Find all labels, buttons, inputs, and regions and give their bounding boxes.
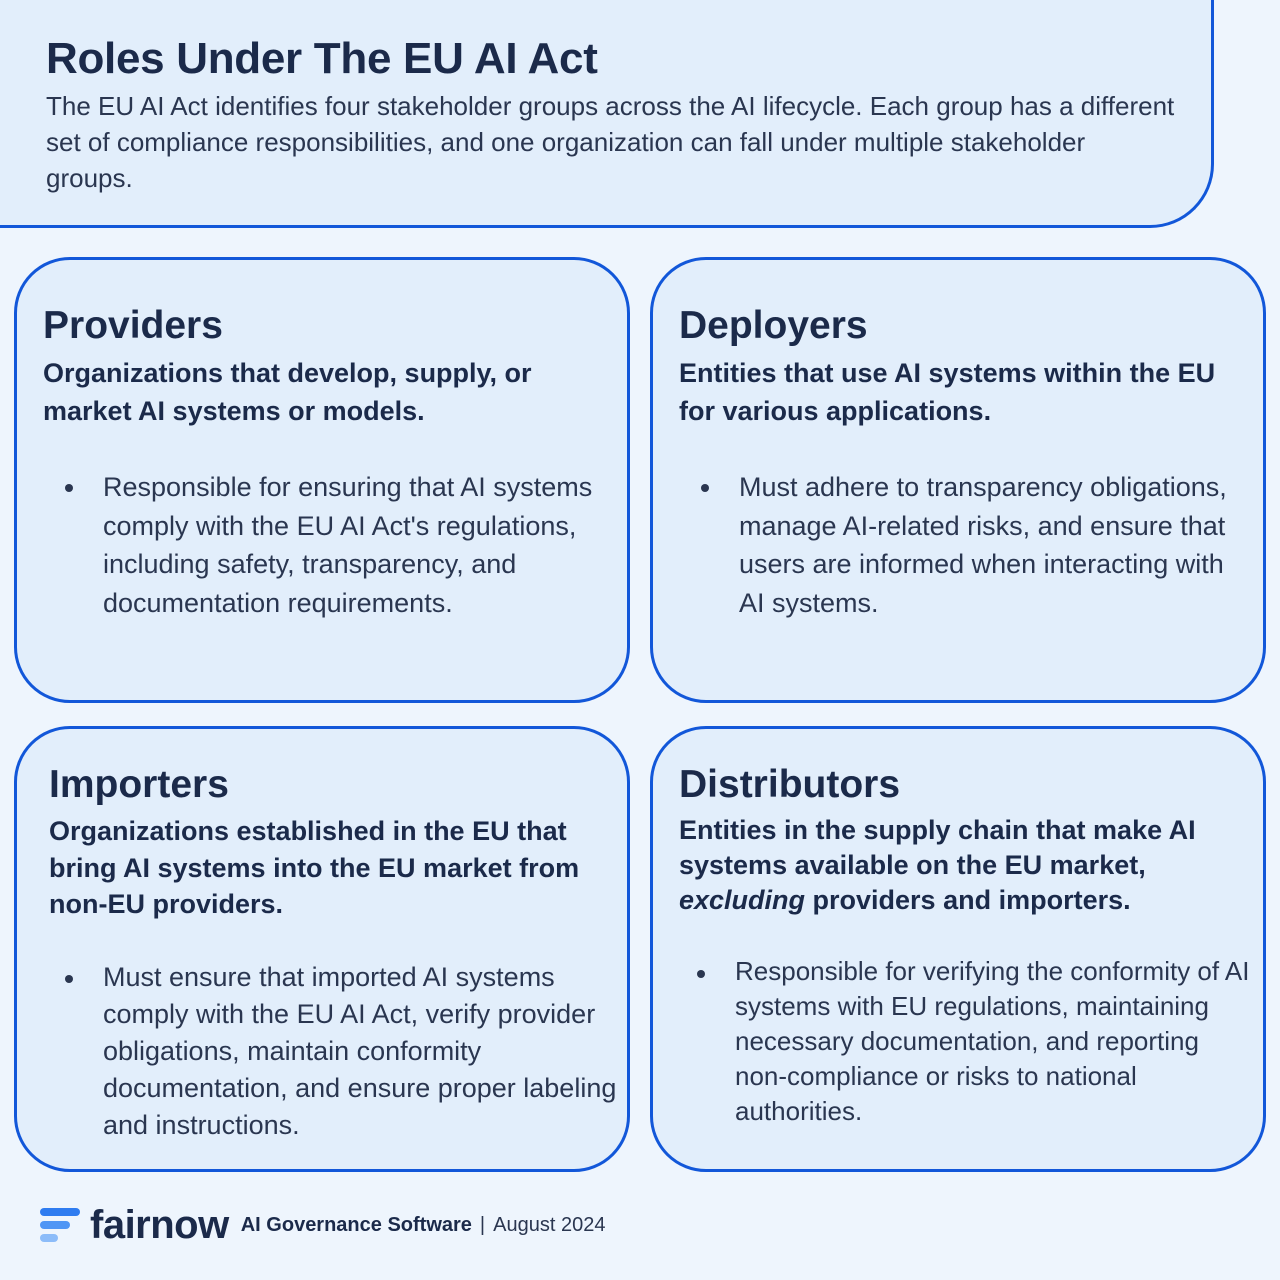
card-bullet-list xyxy=(65,959,625,1144)
card-title: Deployers xyxy=(679,304,868,347)
card-subtitle: Organizations established in the EU that bring AI systems into the EU market from non-EU providers. xyxy=(49,816,580,919)
card-bullet-list xyxy=(697,954,1257,1129)
footer-separator: | xyxy=(479,1213,486,1236)
card-providers xyxy=(14,257,630,703)
footer-date: August 2024 xyxy=(493,1213,606,1236)
card-subtitle-emphasis: excluding xyxy=(679,885,806,915)
card-bullet: Must ensure that imported AI systems comply with the EU AI Act, verify provider obligations, maintain conformity documentation, and ensure proper labeling and instructions. xyxy=(65,959,625,1144)
brand-name: fairnow xyxy=(90,1202,229,1247)
page-description: The EU AI Act identifies four stakeholder groups across the AI lifecycle. Each group has a different set of compliance responsibilities, and one organization can fall under multiple stakeholder groups. xyxy=(46,91,1175,193)
card-subtitle: Organizations that develop, supply, or market AI systems or models. xyxy=(43,358,532,426)
card-title: Distributors xyxy=(679,763,901,806)
card-subtitle-start: Entities in the supply chain that make AI systems available on the EU market, xyxy=(679,815,1196,880)
card-subtitle: Entities that use AI systems within the EU for various applications. xyxy=(679,358,1216,426)
card-subtitle-end: providers and importers. xyxy=(805,885,1131,915)
card-bullet: Responsible for verifying the conformity of AI systems with EU regulations, maintaining necessary documentation, and reporting non-compliance or risks to national authorities. xyxy=(697,954,1257,1129)
card-bullet: Responsible for ensuring that AI systems comply with the EU AI Act's regulations, including safety, transparency, and documentation requirements. xyxy=(65,468,605,622)
brand-tagline: AI Governance Software xyxy=(240,1213,472,1236)
footer xyxy=(40,1200,605,1250)
card-distributors xyxy=(650,726,1266,1172)
header-banner xyxy=(0,0,1214,228)
card-bullet-list xyxy=(701,468,1241,622)
card-bullet: Must adhere to transparency obligations, manage AI-related risks, and ensure that users are informed when interacting with AI systems. xyxy=(701,468,1241,622)
card-title: Providers xyxy=(43,304,223,347)
card-title: Importers xyxy=(49,763,229,806)
card-bullet-list xyxy=(65,468,605,622)
card-deployers xyxy=(650,257,1266,703)
fairnow-logo-icon xyxy=(40,1208,80,1242)
card-subtitle xyxy=(679,813,1239,918)
page-title: Roles Under The EU AI Act xyxy=(46,34,598,83)
card-importers xyxy=(14,726,630,1172)
